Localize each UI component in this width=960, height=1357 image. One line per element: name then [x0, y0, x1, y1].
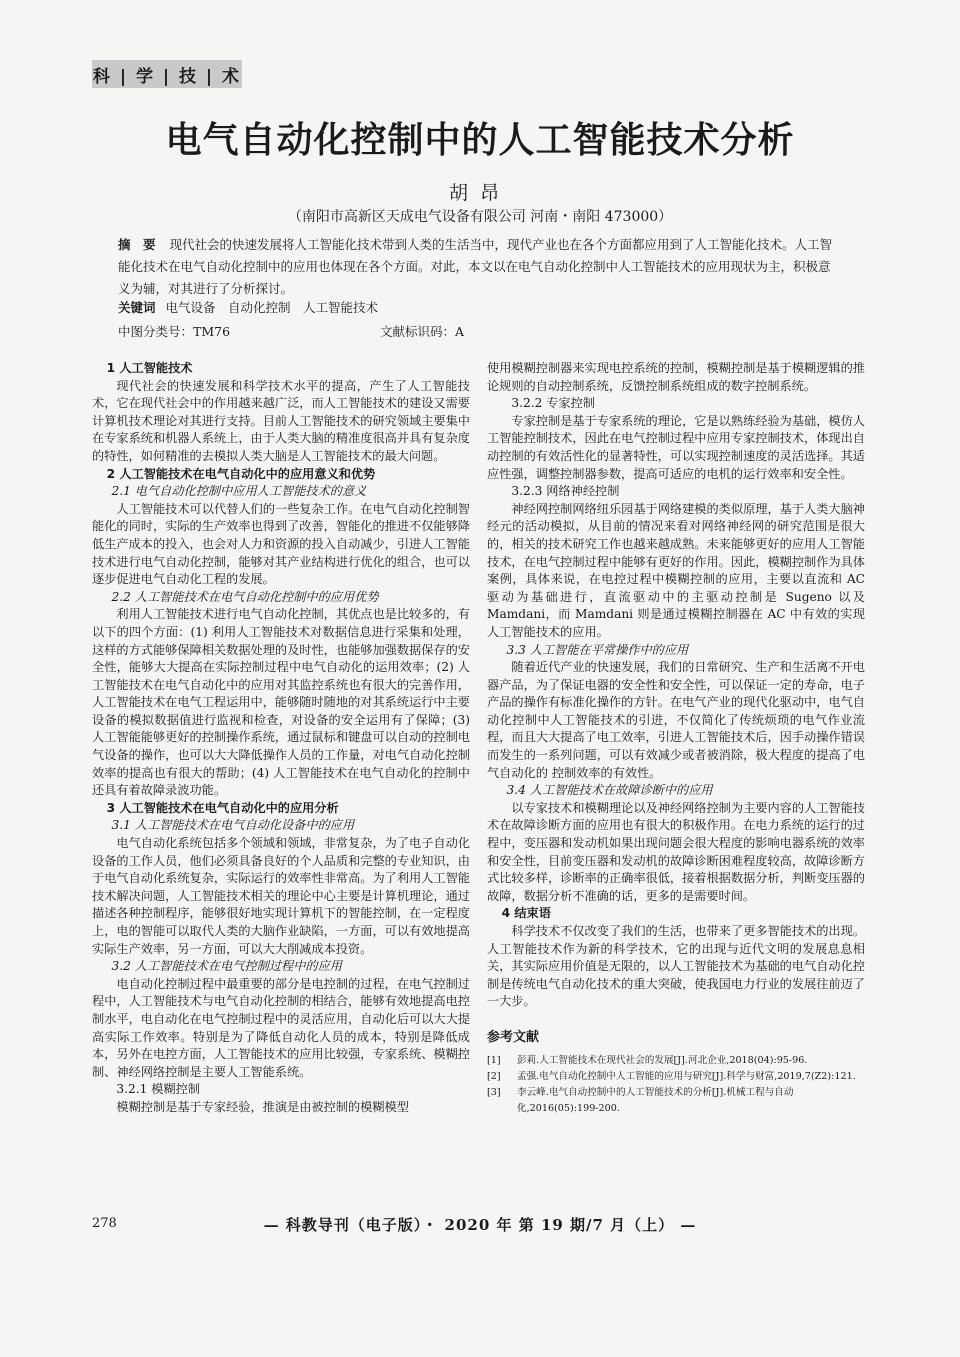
subsubsection-heading: 3.2.1 模糊控制 — [116, 1082, 201, 1097]
abstract — [118, 234, 840, 300]
right-column-body — [487, 360, 865, 1011]
references-title: 参考文献 — [487, 1029, 540, 1045]
section-tag: 科 | 学 | 技 | 术 — [92, 60, 242, 88]
keywords-label: 关键词 — [118, 300, 156, 315]
reference-text: 彭莉.人工智能技术在现代社会的发展[J].河北企业,2018(04):95-96. — [517, 1054, 808, 1066]
page-number: 278 — [92, 1216, 117, 1231]
subsubsection-heading: 3.2.2 专家控制 — [511, 396, 596, 411]
reference-number: [3] — [487, 1086, 501, 1098]
paragraph: 科学技术不仅改变了我们的生活，也带来了更多智能技术的出现。人工智能技术作为新的科学技术，它的出现与近代文明的发展息息相关，其实际应用价值是无限的，以人工智能技术为基础的电气自动化控制是传统电气自动化技术的重大突破，使我国电力行业的发展往前迈了一大步。 — [487, 924, 865, 1009]
keywords-text: 电气设备 自动化控制 人工智能技术 — [165, 300, 379, 315]
reference-list — [487, 1053, 865, 1117]
section-heading: 2 人工智能技术在电气自动化中的应用意义和优势 — [106, 466, 376, 481]
clc-label: 中图分类号： — [118, 324, 194, 339]
paragraph: 现代社会的快速发展和科学技术水平的提高，产生了人工智能技术，它在现代社会中的作用越来越广泛，而人工智能技术的建设又需要计算机技术理论对其进行支持。目前人工智能技术的研究领域主要集中在专家系统和机器人系统上，由于人类大脑的精准度很高并具有复杂度的特性，如何精准的去模拟人类大脑是人工智能技术的最大问题。 — [92, 378, 470, 463]
abstract-label: 摘 要 — [118, 237, 156, 252]
subsection-heading: 3.3 人工智能在平常操作中的应用 — [506, 642, 689, 657]
subsection-heading: 2.2 人工智能技术在电气自动化控制中的应用优势 — [111, 589, 379, 604]
subsection-heading: 3.4 人工智能技术在故障诊断中的应用 — [506, 783, 713, 798]
keywords — [118, 298, 840, 316]
reference-text: 李云峰.电气自动控制中的人工智能技术的分析[J].机械工程与自动化,2016(05):199-200. — [517, 1086, 794, 1114]
reference-item — [487, 1085, 865, 1117]
paragraph: 以专家技术和模糊理论以及神经网络控制为主要内容的人工智能技术在故障诊断方面的应用也有很大的积极作用。在电力系统的运行的过程中，变压器和发动机如果出现问题会很大程度的影响电器系统的效率和安全性，目前变压器和发动机的故障诊断困难程度较高，故障诊断方式比较多样，诊断率的正确率很低，接着根据数据分析，判断变压器的故障，数据分析不准确的话，更多的是需要时间。 — [487, 800, 865, 903]
abstract-text: 现代社会的快速发展将人工智能化技术带到人类的生活当中，现代产业也在各个方面都应用到了人工智能化技术。人工智能化技术在电气自动化控制中的应用也体现在各个方面。对此，本文以在电气自动化控制中人工智能技术的应用现状为主，积极意义为辅，对其进行了分析探讨。 — [118, 237, 833, 296]
paragraph: 专家控制是基于专家系统的理论，它是以熟练经验为基础，模仿人工智能控制技术，因此在电气控制过程中应用专家控制技术，体现出自动控制的有效活性化的显著特性，可以实现控制速度的灵活选择。其适应性强，调整控制器参数，提高可适应的电机的运行效率和安全性。 — [487, 413, 865, 481]
subsection-heading: 2.1 电气自动化控制中应用人工智能技术的意义 — [111, 484, 367, 499]
clc-value: TM76 — [193, 324, 231, 339]
classification-number — [118, 322, 230, 340]
reference-text: 孟强.电气自动化控制中人工智能的应用与研究[J].科学与财富,2019,7(Z2):121. — [517, 1070, 856, 1082]
reference-item — [487, 1069, 865, 1085]
section-heading: 4 结束语 — [501, 906, 551, 921]
paragraph: 利用人工智能技术进行电气自动化控制，其优点也是比较多的，有以下的四个方面：(1) 利用人工智能技术对数据信息进行采集和处理，这样的方式能够保障相关数据处理的及时性，也能够加强数据保存的安全性，能够大大提高在实际控制过程中电气自动化的运用效率；(2) 人工智能技术在电气自动化中的应用对其监控系统也有很大的完善作用，人工智能技术在电气工程运用中，能够随时随地的对其系统运行中主要设备的模拟数据值进行监视和检查，对设备的安全运用有了保障；(3) 人工智能能够更好的控制操作系统，通过鼠标和键盘可以自动的控制电气设备的操作，也可以大大降低操作人员的工作量，对电气自动化控制效率的提高也有很大的帮助；(4) 人工智能技术在电气自动化的控制中还具有着故障录波功能。 — [92, 607, 470, 798]
affiliation: （南阳市高新区天成电气设备有限公司 河南・南阳 473000） — [287, 209, 673, 225]
section-heading: 3 人工智能技术在电气自动化中的应用分析 — [106, 800, 339, 815]
reference-number: [2] — [487, 1070, 501, 1082]
subsection-heading: 3.1 人工智能技术在电气自动化设备中的应用 — [111, 818, 355, 833]
paragraph: 人工智能技术可以代替人们的一些复杂工作。在电气自动化控制智能化的同时，实际的生产效率也得到了改善，智能化的推进不仅能够降低生产成本的投入，也会对人力和资源的投入自动减少，引进人工智能技术进行电气自动化控制，能够对其产业结构进行优化的组合，也可以逐步促进电气自动化工程的发展。 — [92, 501, 470, 587]
paragraph: 电气自动化系统包括多个领域和领域，非常复杂，为了电子自动化设备的工作人员，他们必须具备良好的个人品质和完整的专业知识，由于电气自动化系统复杂，实际运行的效率性非常高。为了利用人工智能技术解决问题，人工智能技术相关的理论中心主要是计算机理论，通过描述各种控制程序，能够很好地实现计算机下的智能控制，在一定程度上，电的智能可以取代人类的大脑作业缺陷，一方面，可以有效地提高实际生产效率，另一方面，可以大大削减成本投资。 — [92, 836, 470, 956]
subsection-heading: 3.2 人工智能技术在电气控制过程中的应用 — [111, 959, 342, 974]
doc-code-label: 文献标识码： — [380, 324, 456, 339]
references — [487, 1029, 865, 1117]
paragraph: 模糊控制是基于专家经验，推演是由被控制的模糊模型 — [116, 1099, 409, 1114]
paragraph: 使用模糊控制器来实现电控系统的控制，模糊控制是基于模糊逻辑的推论规则的自动控制系统，反馈控制系统组成的数字控制系统。 — [487, 361, 865, 393]
left-column — [92, 360, 470, 1117]
author: 胡昂 — [448, 182, 511, 204]
right-column — [487, 360, 865, 1117]
journal-footer: — 科教导刊（电子版）・ 2020 年 第 19 期/7 月（上） — — [263, 1216, 697, 1234]
doc-code-value: A — [455, 324, 465, 339]
section-heading: 1 人工智能技术 — [106, 361, 193, 375]
paragraph: 电自动化控制过程中最重要的部分是电控制的过程，在电气控制过程中，人工智能技术与电气自动化控制的相结合，能够有效地提高电控制水平，电自动化在电气控制过程中的灵活应用，自动化后可以大大提高实际工作效率。特别是为了降低自动化人员的成本，特别是降低成本，另外在电控方面，人工智能技术的应用比较强，专家系统、模糊控制、神经网络控制是主要人工智能系统。 — [92, 976, 470, 1079]
paper-title: 电气自动化控制中的人工智能技术分析 — [165, 120, 795, 161]
reference-item — [487, 1053, 865, 1069]
document-code — [380, 322, 464, 340]
paragraph: 随着近代产业的快速发展，我们的日常研究、生产和生活离不开电器产品，为了保证电器的安全性和安全性，可以保证一定的寿命，电子产品的操作有标准化操作的方针。在电气产业的现代化驱动中，电气自动化控制中人工智能技术的引进，不仅简化了传统烦琐的电气作业流程，而且大大提高了电工效率，引进人工智能技术后，因手动操作错误而发生的一系列问题，可以有效减少或者被消除，极大程度的提高了电气自动化的 控制效率的有效性。 — [487, 660, 865, 780]
subsubsection-heading: 3.2.3 网络神经控制 — [511, 484, 620, 499]
reference-number: [1] — [487, 1054, 501, 1066]
paragraph: 神经网控制网络纽乐园基于网络建模的类似原理，基于人类大脑神经元的活动模拟，从目前的情况来看对网络神经网的研究范围是很大的，相关的技术研究工作也越来越成熟。未来能够更好的应用人工智能技术，在电气控制过程中能够有更好的作用。因此，模糊控制作为具体案例，具体来说，在电控过程中模糊控制的应用，主要以直流和 AC 驱动为基础进行，直流驱动中的主驱动控制是 Sugeno 以及 Mamdani，而 Mamdani 则是通过模糊控制器在 AC 中有效的实现人工智能技术的应用。 — [487, 501, 865, 639]
